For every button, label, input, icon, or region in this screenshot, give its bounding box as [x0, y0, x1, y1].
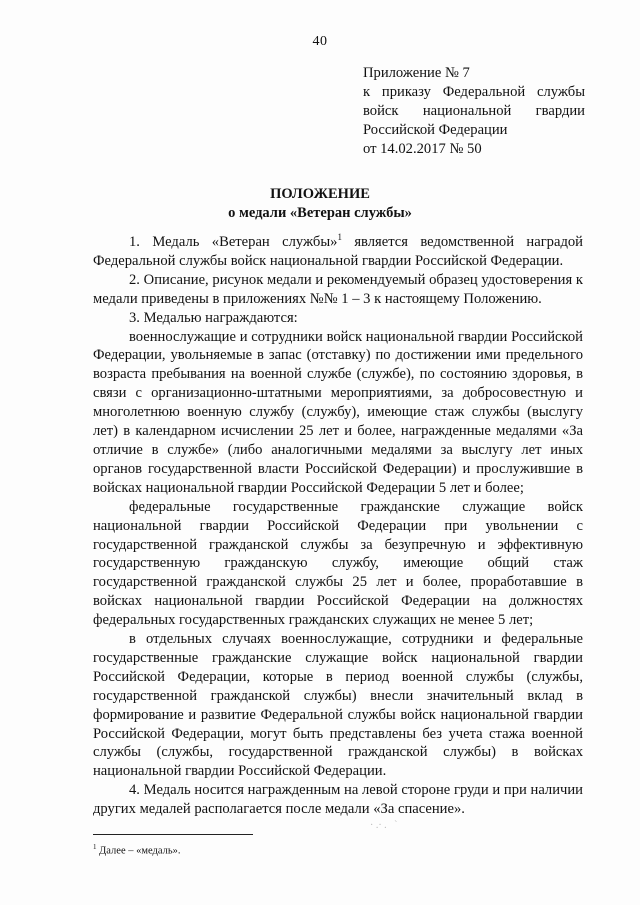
paragraph-3b: федеральные государственные гражданские служащие войск национальной гвардии Российской Федерации при увольнении с государственной гражданской службы за безупречную и эффективную государственную гражданскую службу, имеющие общий стаж государственной гражданской службы 25 лет и более, проработавшие в войсках национальной гвардии Российской Федерации на должностях федеральных государственных гражданских служащих не менее 5 лет; [93, 498, 583, 629]
paragraph-2: 2. Описание, рисунок медали и рекомендуемый образец удостоверения к медали приведены в приложениях №№ 1 – 3 к настоящему Положению. [93, 271, 583, 307]
document-subtitle: о медали «Ветеран службы» [228, 205, 412, 221]
footnote-divider [93, 834, 253, 835]
paragraph-3c: в отдельных случаях военнослужащие, сотрудники и федеральные государственные гражданские служащие войск национальной гвардии Российской Федерации, которые в период военной службы (службы, государственной гражданской службы) внесли значительный вклад в формирование и развитие Федеральной службы войск национальной гвардии Российской Федерации, могут быть представлены без учета стажа военной службы (службы, государственной гражданской службы) в войсках национальной гвардии Российской Федерации. [93, 631, 583, 780]
document-title: ПОЛОЖЕНИЕ [270, 186, 370, 202]
appendix-line: от 14.02.2017 № 50 [363, 141, 482, 157]
appendix-header [363, 64, 585, 159]
paragraph-3a: военнослужащие и сотрудники войск национальной гвардии Российской Федерации, увольняемые в запас (отставку) по достижении ими предельного возраста пребывания на военной службе (службе), по состоянию здоровья, в связи с организационно-штатными мероприятиями, за добросовестную и многолетнюю военную службу (службу), имеющие стаж службы (выслугу лет) в календарном исчислении 25 лет и более, награжденные медалями «За отличие в службе» (либо аналогичными медалями за выслугу лет иных органов государственной власти Российской Федерации) и прослужившие в войсках национальной гвардии Российской Федерации 5 лет и более; [93, 328, 583, 496]
document-body [93, 233, 583, 819]
paragraph-3: 3. Медалью награждаются: [129, 309, 298, 326]
appendix-line: Российской Федерации [363, 122, 508, 138]
document-heading [0, 185, 640, 223]
footnote-text: Далее – «медаль». [96, 845, 181, 857]
appendix-line: войск национальной гвардии [363, 103, 585, 119]
footnote-ref: 1 [337, 232, 342, 243]
footnote-marker: 1 [93, 843, 97, 851]
scan-specks: · .· . ` [370, 820, 398, 831]
appendix-line: Приложение № 7 [363, 65, 470, 81]
page-number: 40 [312, 34, 328, 49]
footnote [93, 843, 181, 857]
paragraph-1-text: 1. Медаль «Ветеран службы» [129, 234, 338, 250]
paragraph-1-text-cont: является ведомственной наградой Федеральной службы войск национальной гвардии Российской Федерации. [93, 234, 583, 269]
paragraph-1 [93, 233, 583, 271]
paragraph-4: 4. Медаль носится награжденным на левой стороне груди и при наличии других медалей располагается после медали «За спасение». [93, 782, 583, 818]
appendix-line: к приказу Федеральной службы [363, 84, 585, 100]
